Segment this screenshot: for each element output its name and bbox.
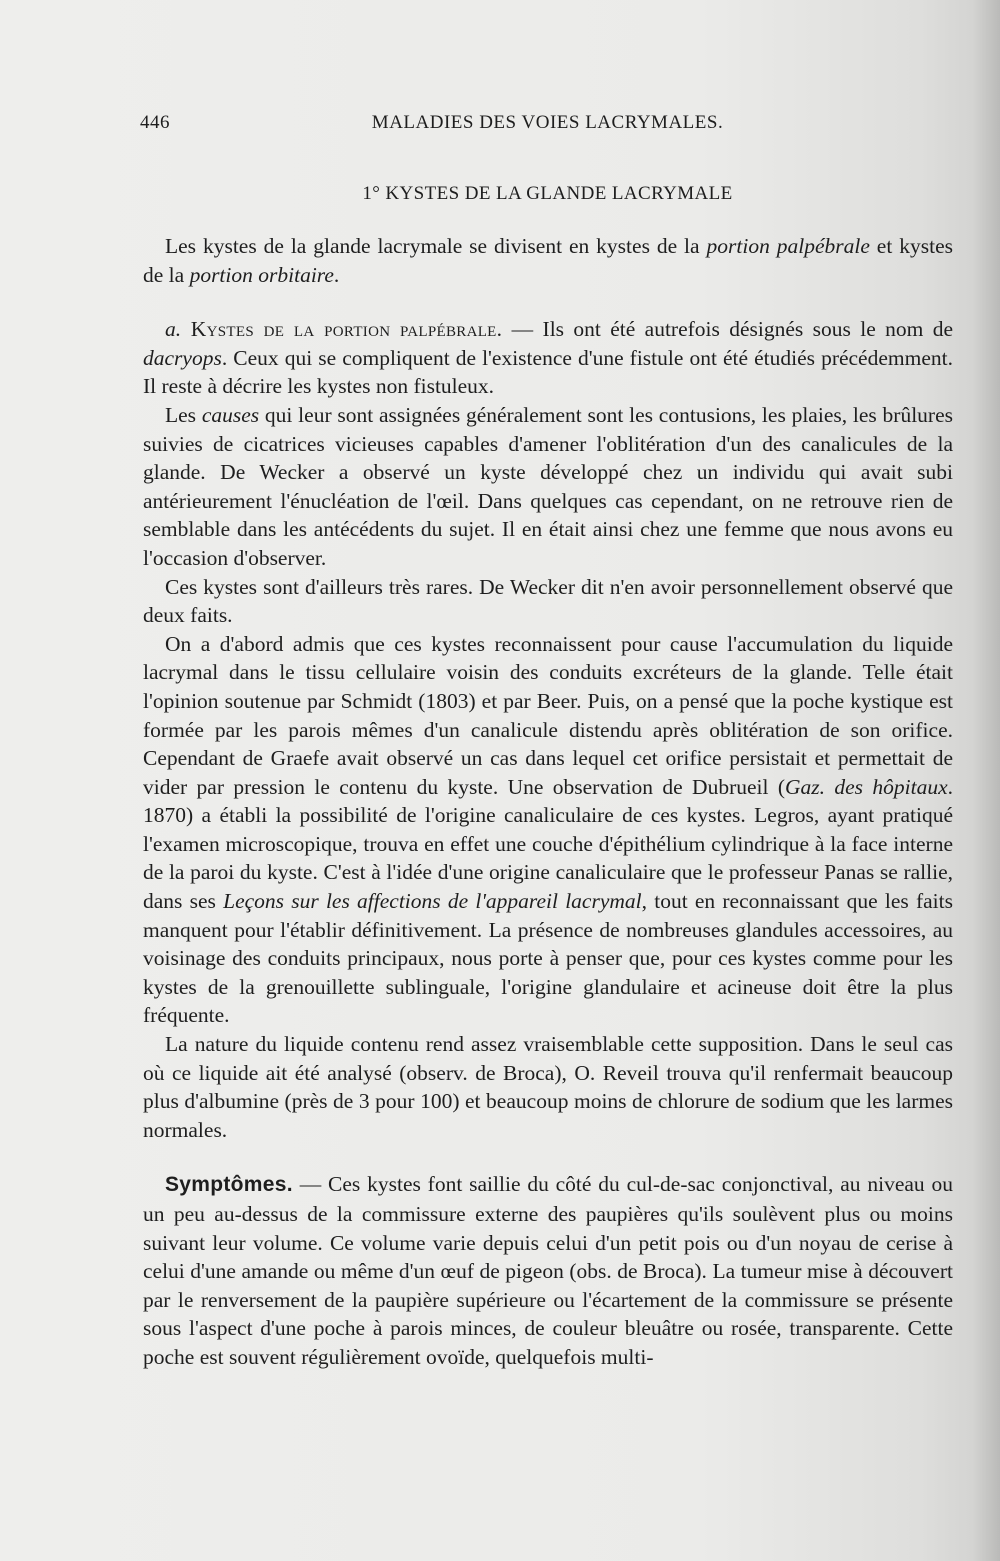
- italic-term: causes: [201, 402, 260, 427]
- paragraph-liquid: [143, 1030, 953, 1144]
- text-run: .: [333, 262, 340, 287]
- italic-term: portion orbitaire: [189, 262, 334, 287]
- paragraph-symptoms: [143, 1170, 953, 1371]
- italic-citation: Gaz. des hôpitaux: [785, 774, 948, 799]
- text-run: La nature du liquide contenu rend assez vraisemblable cette supposition. Dans le seul cas où ce liquide ait été analysé (observ. de Broca), O. Reveil trouva qu'il renfermait beaucoup plus d'albumine (près de 3 pour 100) et beaucoup moins de chlorure de sodium que les larmes normales.: [143, 1032, 953, 1142]
- text-run: — Ces kystes font saillie du côté du cul-de-sac conjonctival, au niveau ou un peu au-dessus de la commissure externe des paupières qu'ils soulèvent plus ou moins suivant leur volume. Ce volume varie depuis celui d'un petit pois ou d'un noyau de cerise à celui d'une amande ou même d'un œuf de pigeon (obs. de Broca). La tumeur mise à découvert par le renversement de la paupière supérieure ou l'écartement de la commissure se présente sous l'aspect d'une poche à parois minces, de couleur bleuâtre ou rosée, transparente. Cette poche est souvent régulièrement ovoïde, quelquefois multi-: [143, 1172, 953, 1369]
- italic-term: portion palpébrale: [706, 234, 870, 258]
- text-run: , tout en reconnaissant que les faits manquent pour l'établir définitivement. La présence de nombreuses glandules accessoires, au voisinage des conduits principaux, nous porte à penser que, pour ces kystes comme pour les kystes de la grenouillette sublinguale, l'origine glandulaire et acineuse doit être la plus fréquente.: [143, 889, 953, 1028]
- subsection-title: Kystes de la portion palpébrale.: [181, 317, 503, 342]
- body-text: [143, 232, 953, 1372]
- text-run: — Ils ont été autrefois désignés sous le nom de: [502, 317, 953, 342]
- text-run: qui leur sont assignées généralement sont les contusions, les plaies, les brûlures suivies de cicatrices vicieuses capables d'amener l'oblitération d'un des canalicules de la glande. De Wecker a observé un kyste développé chez un individu qui avait subi antérieurement l'énucléation de l'œil. Dans quelques cas cependant, on ne retrouve rien de semblable dans les antécédents du sujet. Il en était ainsi chez une femme que nous avons eu l'occasion d'observer.: [143, 402, 953, 570]
- paragraph-causes: [143, 401, 953, 573]
- subsection-letter: a.: [165, 317, 182, 342]
- running-head: [140, 112, 955, 142]
- symptoms-heading: Symptômes.: [165, 1173, 293, 1197]
- text-run: et kystes de la: [143, 234, 953, 287]
- text-run: On a d'abord admis que ces kystes reconnaissent pour cause l'accumulation du liquide lacrymal dans le tissu cellulaire voisin des conduits excréteurs de la glande. Telle était l'opinion soutenue par Schmidt (1803) et par Beer. Puis, on a pensé que la poche kystique est formée par les parois mêmes d'un canalicule distendu après oblitération de son orifice. Cependant de Graefe avait observé un cas dans lequel cet orifice persistait et permettait de vider par pression le contenu du kyste. Une observation de Dubrueil (: [143, 631, 953, 799]
- running-title: MALADIES DES VOIES LACRYMALES.: [371, 112, 724, 133]
- italic-term: dacryops: [143, 345, 222, 370]
- text-run: Les kystes de la glande lacrymale se divisent en kystes de la: [165, 234, 707, 258]
- page-edge-shadow: [972, 0, 1000, 1561]
- page-number: 446: [140, 112, 170, 133]
- text-run: Les: [165, 402, 202, 427]
- italic-citation: Leçons sur les affections de l'appareil lacrymal: [223, 889, 642, 914]
- paragraph-subsection-a: [143, 315, 953, 401]
- paragraph-origin: [143, 630, 953, 1030]
- paragraph-rarity: [143, 573, 953, 630]
- section-heading: 1° KYSTES DE LA GLANDE LACRYMALE: [362, 183, 733, 204]
- paragraph-intro: [143, 232, 953, 289]
- text-run: . Ceux qui se compliquent de l'existence d'une fistule ont été étudiés précédemment. Il reste à décrire les kystes non fistuleux.: [143, 345, 953, 399]
- text-run: Ces kystes sont d'ailleurs très rares. De Wecker dit n'en avoir personnellement observé que deux faits.: [143, 574, 953, 628]
- text-run: . 1870) a établi la possibilité de l'origine canaliculaire de ces kystes. Legros, ayant pratiqué l'examen microscopique, trouva en effet une couche d'épithélium cylindrique à la face interne de la paroi du kyste. C'est à l'idée d'une origine canaliculaire que le professeur Panas se rallie, dans ses: [143, 774, 953, 914]
